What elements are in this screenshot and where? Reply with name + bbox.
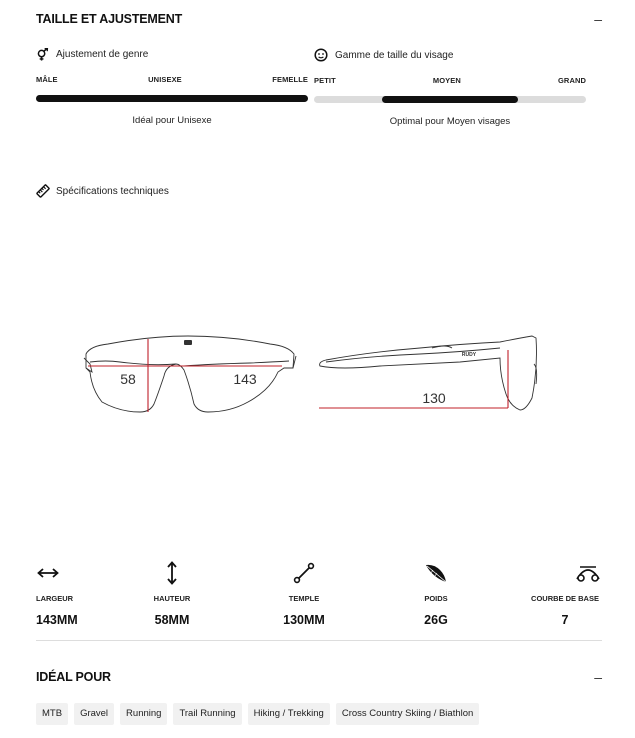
size-fit-header[interactable]: [36, 12, 602, 26]
face-size-label: Gamme de taille du visage: [335, 49, 454, 61]
gender-fit-block: [36, 48, 308, 126]
temple-measure-value: 130: [422, 390, 446, 406]
gender-fit-label-row: [36, 48, 308, 61]
size-fit-title: TAILLE ET AJUSTEMENT: [36, 12, 183, 26]
face-scale: [314, 76, 586, 85]
width-arrows-icon: [36, 566, 60, 580]
spec-width: [36, 560, 80, 627]
tag-gravel[interactable]: Gravel: [74, 703, 114, 725]
glasses-dimension-diagram: [80, 328, 550, 420]
base-curve-icon: [574, 563, 602, 583]
gender-fit-label: Ajustement de genre: [56, 49, 149, 60]
spec-height-label: HAUTEUR: [153, 594, 191, 603]
gender-fit-track: [36, 95, 308, 102]
tag-running[interactable]: Running: [120, 703, 167, 725]
spec-base-curve-value: 7: [561, 613, 569, 627]
face-scale-medium: MOYEN: [432, 76, 461, 85]
gender-scale-female: FEMELLE: [272, 75, 308, 84]
tag-trail-running[interactable]: Trail Running: [173, 703, 241, 725]
face-icon: [314, 48, 328, 62]
tech-specs-label-row: [36, 184, 169, 198]
size-fit-collapse-button[interactable]: –: [594, 11, 602, 27]
gender-scale-male: MÂLE: [36, 75, 58, 84]
height-measure-value: 58: [120, 371, 136, 387]
tag-hiking-trekking[interactable]: Hiking / Trekking: [248, 703, 330, 725]
face-size-caption: Optimal pour Moyen visages: [389, 116, 511, 127]
activity-tags: [36, 703, 479, 725]
ideal-for-collapse-button[interactable]: –: [594, 669, 602, 685]
feather-icon: [424, 562, 448, 584]
gender-fit-caption: Idéal pour Unisexe: [132, 115, 212, 126]
spec-width-label: LARGEUR: [36, 594, 74, 603]
face-size-fill: [382, 96, 518, 103]
gender-icon: [36, 48, 49, 61]
ruler-icon: [36, 184, 50, 198]
spec-temple-value: 130MM: [283, 613, 325, 627]
width-measure-value: 143: [233, 371, 257, 387]
spec-weight-value: 26G: [424, 613, 448, 627]
spec-temple-label: TEMPLE: [288, 594, 320, 603]
gender-scale: [36, 75, 308, 84]
face-scale-small: PETIT: [314, 76, 336, 85]
face-size-track: [314, 96, 586, 103]
spec-height: [132, 560, 212, 627]
spec-weight-label: POIDS: [424, 594, 448, 603]
side-logo-text: RUDY: [461, 352, 477, 358]
spec-weight: [396, 560, 476, 627]
tech-specs-label: Spécifications techniques: [56, 185, 169, 197]
spec-stats: [36, 560, 602, 627]
tag-cross-country-skiing[interactable]: Cross Country Skiing / Biathlon: [336, 703, 479, 725]
height-arrows-icon: [165, 560, 179, 586]
ideal-for-title: IDÉAL POUR: [36, 670, 111, 684]
face-scale-large: GRAND: [558, 76, 586, 85]
spec-height-value: 58MM: [154, 613, 190, 627]
logo-badge-front: [184, 340, 192, 345]
temple-icon: [293, 562, 315, 584]
spec-base-curve: [528, 560, 602, 627]
spec-base-curve-label: COURBE DE BASE: [531, 594, 599, 603]
section-divider: [36, 640, 602, 641]
glasses-front-view: [84, 336, 296, 412]
spec-temple: [264, 560, 344, 627]
gender-fit-fill: [36, 95, 308, 102]
gender-scale-unisex: UNISEXE: [148, 75, 182, 84]
tag-mtb[interactable]: MTB: [36, 703, 68, 725]
ideal-for-header[interactable]: [36, 670, 602, 684]
face-size-block: [314, 48, 586, 127]
face-size-label-row: [314, 48, 586, 62]
spec-width-value: 143MM: [36, 613, 78, 627]
